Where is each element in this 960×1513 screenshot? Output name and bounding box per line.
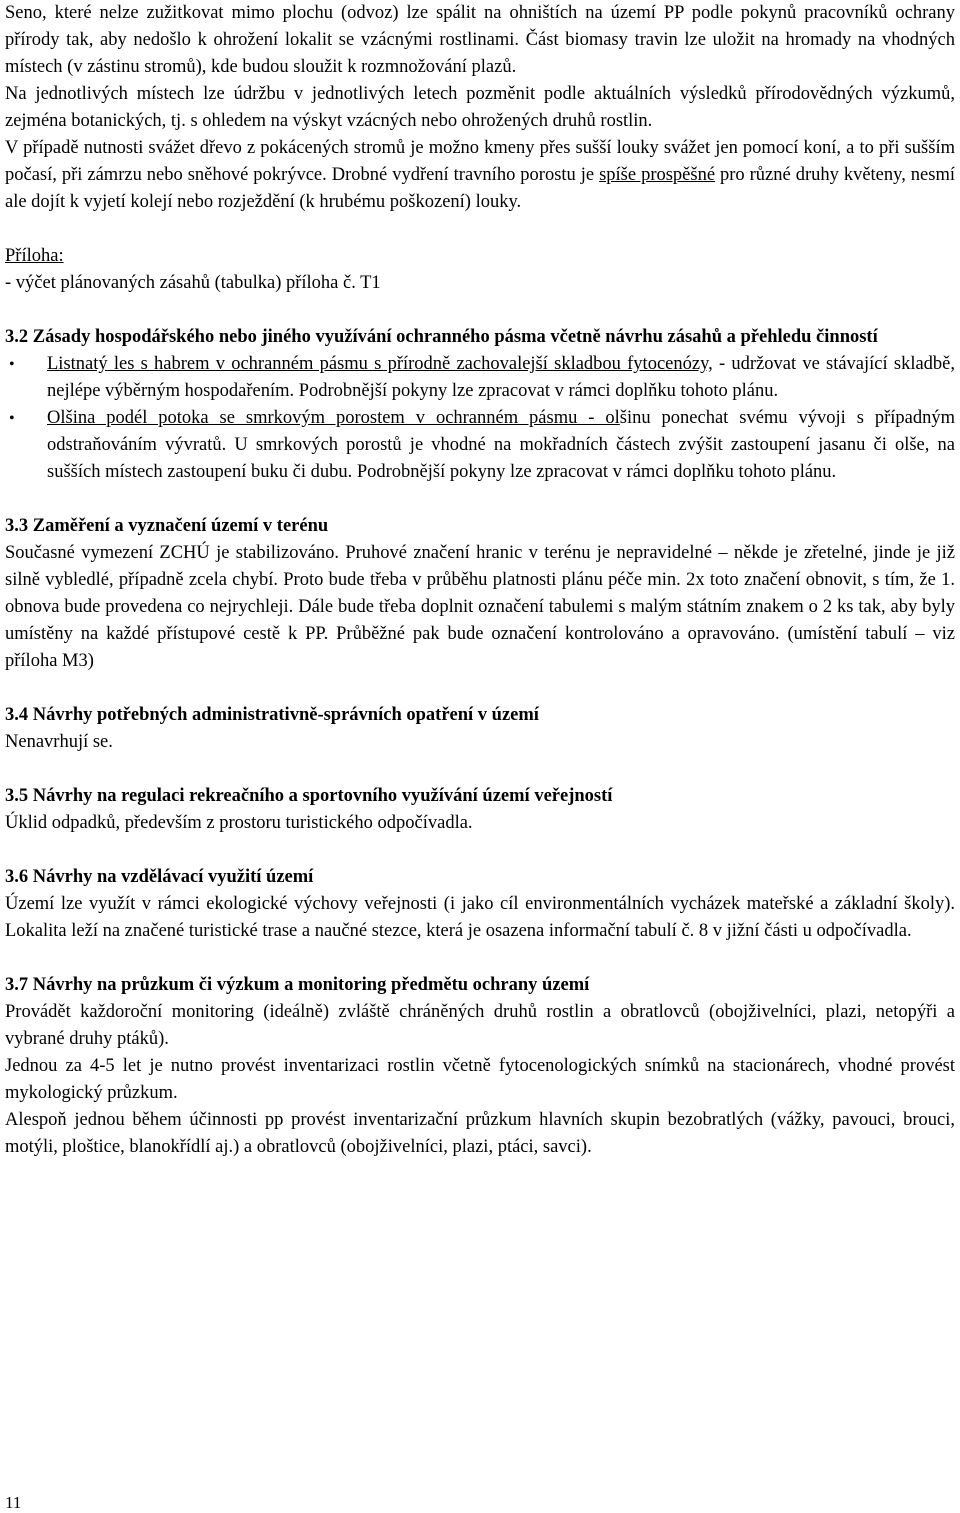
section-3-7-paragraph: Alespoň jednou během účinnosti pp provést inventarizační průzkum hlavních skupin bezobratlých (vážky, pavouci, brouci, motýli, ploštice, blanokřídlí aj.) a obratlovců (obojživelníci, plazi, ptáci, savci). bbox=[5, 1110, 955, 1157]
list-item-underlined: Olšina podél potoka se smrkovým porostem v ochranném pásmu - ol bbox=[47, 408, 620, 428]
page-number: 11 bbox=[5, 1493, 22, 1512]
section-3-7-paragraph: Provádět každoroční monitoring (ideálně) zvláště chráněných druhů rostlin a obratlovců (obojživelníci, plazi, netopýři a vybrané druhy ptáků). bbox=[5, 1002, 955, 1049]
appendix-item: - výčet plánovaných zásahů (tabulka) příloha č. T1 bbox=[5, 273, 381, 293]
document-page bbox=[5, 0, 955, 1161]
section-3-3-text: Současné vymezení ZCHÚ je stabilizováno. Pruhové značení hranic v terénu je nepravidelné – někde je zřetelné, jinde je již silně vybledlé, případně zcela chybí. Proto bude třeba v průběhu platnosti plánu péče min. 2x toto značení obnovit, s tím, že 1. obnova bude provedena co nejrychleji. Dále bude třeba doplnit označení tabulemi s malým státním znakem o 2 ks tak, aby byly umístěny na každé přístupové cestě k PP. Průběžné pak bude označení kontrolováno a opravováno. (umístění tabulí – viz příloha M3) bbox=[5, 543, 955, 671]
section-3-6-text: Území lze využít v rámci ekologické výchovy veřejnosti (i jako cíl environmentálních vycházek mateřské a základní školy). Lokalita leží na značené turistické trase a naučné stezce, která je osazena informační tabulí č. 8 v jižní části u odpočívadla. bbox=[5, 894, 955, 941]
section-3-5-heading: 3.5 Návrhy na regulaci rekreačního a sportovního využívání území veřejností bbox=[5, 786, 613, 806]
list-item bbox=[9, 351, 956, 405]
list-item-text: šinu ponechat svému vývoji s případným odstraňováním vývratů. U smrkových porostů je vhodné na mokřadních částech zvýšit zastoupení jasanu či olše, na sušších místech zastoupení buku či dubu. Podrobnější pokyny lze zpracovat v rámci doplňku tohoto plánu. bbox=[47, 408, 955, 482]
section-3-2-heading: 3.2 Zásady hospodářského nebo jiného využívání ochranného pásma včetně návrhu zásahů a přehledu činností bbox=[5, 327, 878, 347]
bullet-icon: • bbox=[9, 410, 15, 427]
section-3-4-text: Nenavrhují se. bbox=[5, 732, 113, 752]
section-3-5-text: Úklid odpadků, především z prostoru turistického odpočívadla. bbox=[5, 813, 473, 833]
wood-removal-underlined: spíše prospěšné bbox=[599, 165, 716, 185]
wood-removal-text-b: pro různé druhy květeny, nesmí ale dojít k vyjetí kolejí nebo rozježdění (k hrubému poškození) louky. bbox=[5, 165, 955, 212]
bullet-icon: • bbox=[9, 356, 15, 373]
section-3-7-paragraph: Jednou za 4-5 let je nutno provést inventarizaci rostlin včetně fytocenologických snímků na stacionárech, vhodné provést mykologický průzkum. bbox=[5, 1056, 955, 1103]
section-3-4-heading: 3.4 Návrhy potřebných administrativně-správních opatření v území bbox=[5, 705, 539, 725]
appendix-label: Příloha: bbox=[5, 246, 64, 266]
wood-removal-text-a: V případě nutnosti svážet dřevo z pokácených stromů je možno kmeny přes sušší louky svážet jen pomocí koní, a to při sušším počasí, při zámrzu nebo sněhové pokrývce. Drobné vydření travního porostu je bbox=[5, 138, 955, 185]
section-3-3-heading: 3.3 Zaměření a vyznačení území v terénu bbox=[5, 516, 329, 536]
list-item bbox=[9, 405, 955, 486]
list-item-text: - udržovat ve stávající skladbě, nejlépe výběrným hospodařením. Podrobnější pokyny lze zpracovat v rámci doplňku tohoto plánu. bbox=[47, 354, 956, 401]
paragraph-wood-removal bbox=[5, 135, 955, 216]
paragraph-hay-burning: Seno, které nelze zužitkovat mimo plochu (odvoz) lze spálit na ohništích na území PP podle pokynů pracovníků ochrany přírody tak, aby nedošlo k ohrožení lokalit se vzácnými rostlinami. Část biomasy travin lze uložit na hromady na vhodných místech (v zástinu stromů), kde budou sloužit k rozmnožování plazů. bbox=[5, 3, 955, 77]
section-3-2-list bbox=[5, 351, 955, 486]
paragraph-maintenance-changes: Na jednotlivých místech lze údržbu v jednotlivých letech pozměnit podle aktuálních výsledků přírodovědných výzkumů, zejména botanických, tj. s ohledem na výskyt vzácných nebo ohrožených druhů rostlin. bbox=[5, 84, 955, 131]
section-3-6-heading: 3.6 Návrhy na vzdělávací využití území bbox=[5, 867, 314, 887]
list-item-underlined: Listnatý les s habrem v ochranném pásmu s přírodně zachovalejší skladbou fytocenózy, bbox=[47, 354, 713, 374]
section-3-7-heading: 3.7 Návrhy na průzkum či výzkum a monitoring předmětu ochrany území bbox=[5, 975, 590, 995]
